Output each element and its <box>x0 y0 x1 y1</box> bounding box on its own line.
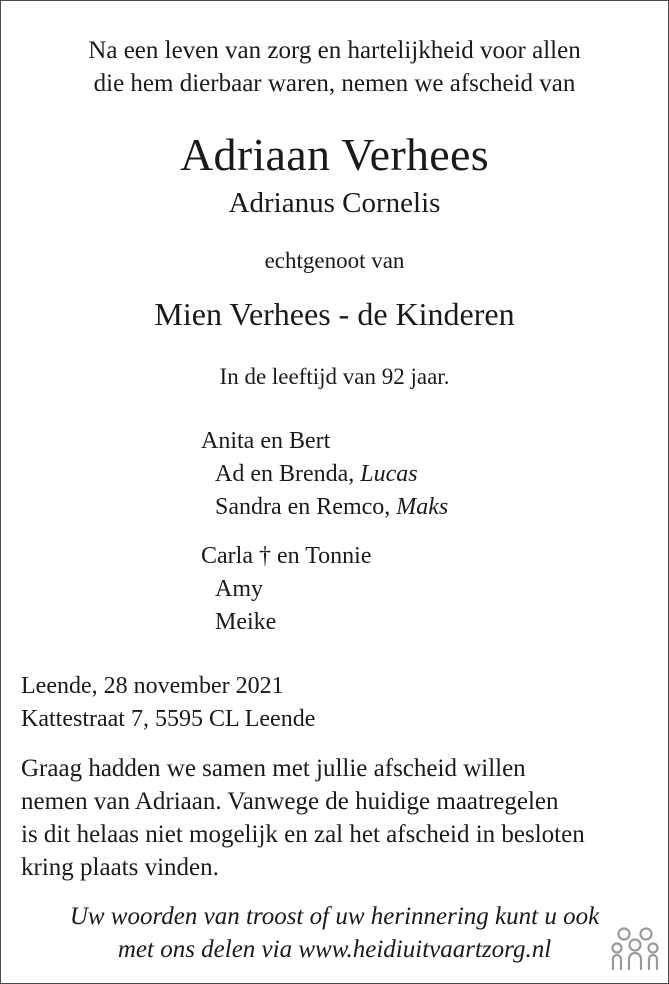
family-grandchild: Lucas <box>360 461 418 487</box>
spouse-label: echtgenoot van <box>264 248 405 273</box>
address: Kattestraat 7, 5595 CL Leende <box>21 706 316 732</box>
people-group-icon <box>609 925 661 971</box>
family-child-text: Sandra en Remco, <box>215 494 397 520</box>
deceased-full-name: Adrianus Cornelis <box>228 187 441 219</box>
place-date: Leende, 28 november 2021 <box>21 673 284 699</box>
family-child-text: Meike <box>215 609 277 635</box>
spouse-name: Mien Verhees - de Kinderen <box>154 296 515 332</box>
message-line: nemen van Adriaan. Vanwege de huidige maatregelen <box>21 788 559 815</box>
intro-line-1: Na een leven van zorg en hartelijkheid voor allen <box>88 37 581 64</box>
family-child <box>215 495 448 519</box>
intro-line-2: die hem dierbaar waren, nemen we afscheid van <box>93 70 576 97</box>
message-line: kring plaats vinden. <box>21 854 219 881</box>
family-child <box>215 577 263 601</box>
family-child-text: Amy <box>215 576 263 602</box>
deceased-name: Adriaan Verhees <box>180 129 489 180</box>
family-child <box>215 610 276 634</box>
message-line: Graag hadden we samen met jullie afscheid willen <box>21 755 526 782</box>
family-child-text: Ad en Brenda, <box>215 461 361 487</box>
family-parents: Carla † en Tonnie <box>201 543 372 569</box>
family-grandchild: Maks <box>396 494 449 520</box>
message-line: is dit helaas niet mogelijk en zal het afscheid in besloten <box>21 821 585 848</box>
age-text: In de leeftijd van 92 jaar. <box>219 364 450 389</box>
family-child <box>215 462 418 486</box>
family-parents: Anita en Bert <box>201 428 331 454</box>
closing-line: Uw woorden van troost of uw herinnering kunt u ook <box>69 903 600 930</box>
closing-line: met ons delen via www.heidiuitvaartzorg.nl <box>117 936 552 963</box>
